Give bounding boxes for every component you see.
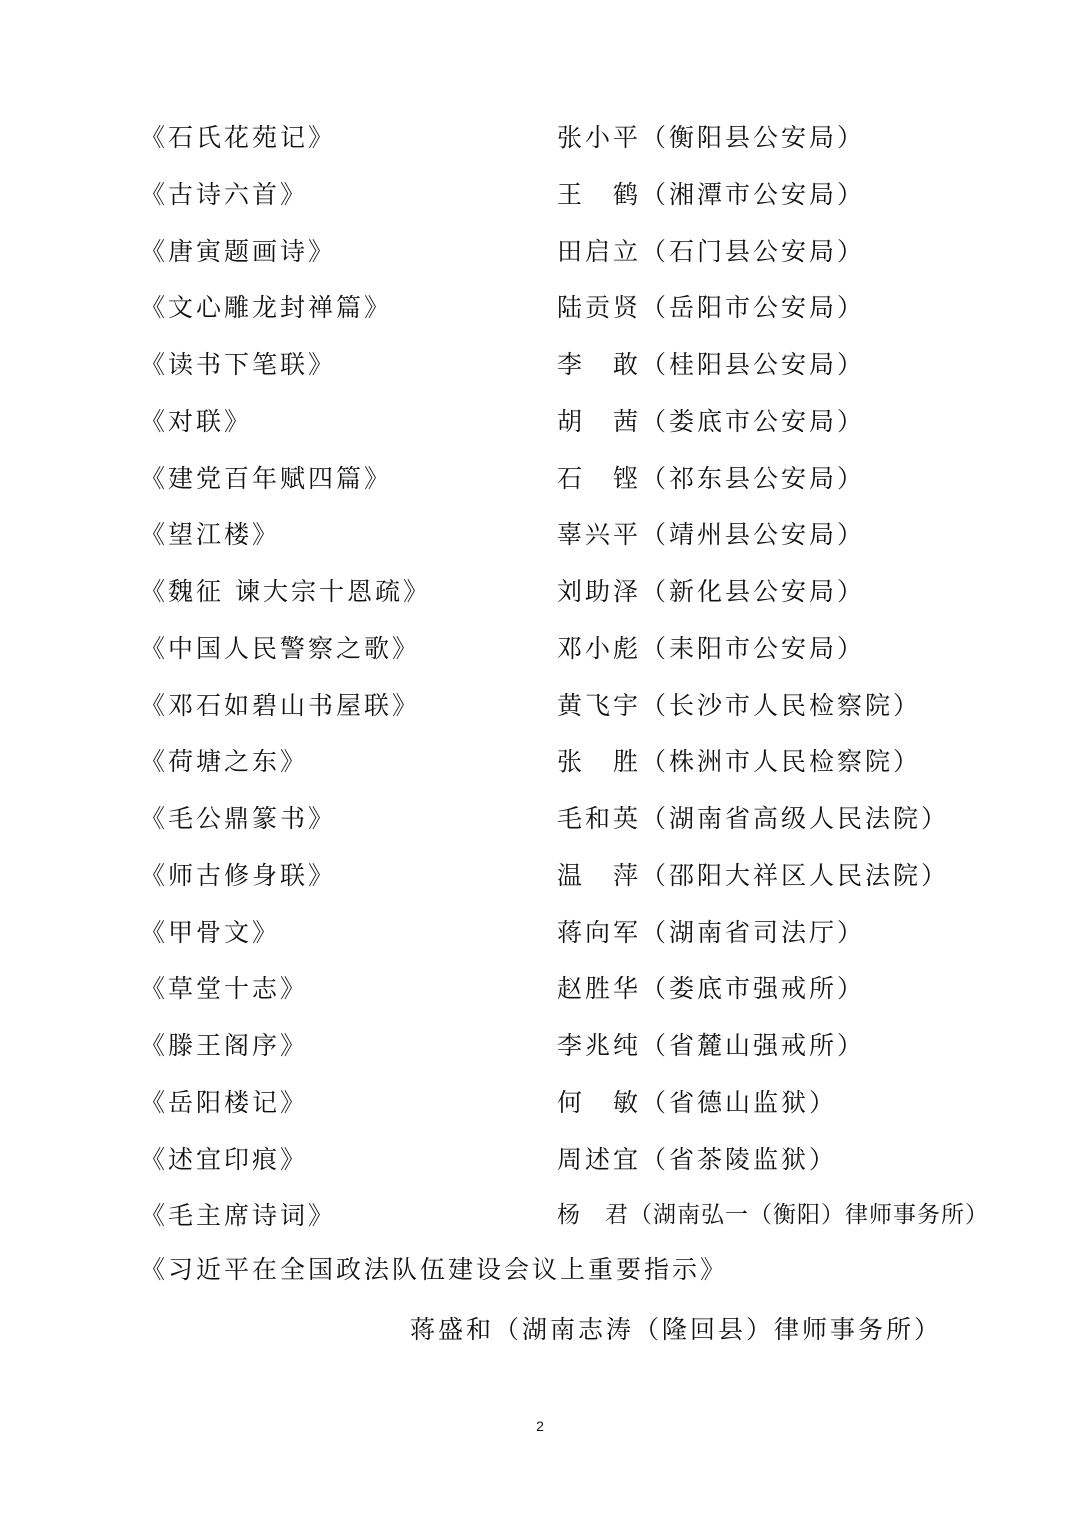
- work-title: 《草堂十志》: [140, 974, 309, 1004]
- list-item: [0, 1188, 1080, 1245]
- final-author-name: 蒋盛和（湖南志涛（隆回县）律师事务所）: [410, 1315, 943, 1344]
- list-item: [0, 621, 1080, 678]
- work-title: 《中国人民警察之歌》: [140, 633, 421, 663]
- list-item: [0, 905, 1080, 962]
- list-item: [0, 110, 1080, 167]
- work-title: 《岳阳楼记》: [140, 1087, 309, 1117]
- author-name: 何 敏（省德山监狱）: [557, 1087, 838, 1117]
- author-name: 赵胜华（娄底市强戒所）: [557, 974, 866, 1004]
- work-title: 《毛主席诗词》: [140, 1201, 337, 1231]
- list-item: [0, 280, 1080, 337]
- final-work-title: 《习近平在全国政法队伍建设会议上重要指示》: [140, 1255, 729, 1284]
- author-name: 蒋向军（湖南省司法厅）: [557, 917, 866, 947]
- work-title: 《文心雕龙封禅篇》: [140, 293, 393, 323]
- author-name: 辜兴平（靖州县公安局）: [557, 520, 866, 550]
- page-number: 2: [536, 1418, 544, 1434]
- author-name: 李 敢（桂阳县公安局）: [557, 350, 866, 379]
- author-name: 黄飞宇（长沙市人民检察院）: [557, 690, 922, 720]
- author-name: 李兆纯（省麓山强戒所）: [557, 1031, 866, 1060]
- list-item: [0, 564, 1080, 621]
- list-item: [0, 167, 1080, 224]
- author-name: 温 萍（邵阳大祥区人民法院）: [557, 860, 950, 890]
- work-title: 《毛公鼎篆书》: [140, 804, 337, 833]
- list-item: [0, 1075, 1080, 1132]
- list-item: [0, 1132, 1080, 1189]
- work-title: 《对联》: [140, 406, 253, 436]
- list-item: [0, 961, 1080, 1018]
- author-name: 张 胜（株洲市人民检察院）: [557, 747, 922, 777]
- list-item: [0, 848, 1080, 905]
- list-item: [0, 734, 1080, 791]
- author-name: 周述宜（省茶陵监狱）: [557, 1144, 838, 1174]
- work-title: 《甲骨文》: [140, 917, 281, 947]
- list-item: [0, 337, 1080, 394]
- author-name: 石 铿（祁东县公安局）: [557, 463, 866, 493]
- author-name: 毛和英（湖南省高级人民法院）: [557, 804, 950, 833]
- author-name: 张小平（衡阳县公安局）: [557, 123, 866, 152]
- work-title: 《石氏花苑记》: [140, 123, 337, 152]
- author-name: 杨 君（湖南弘一（衡阳）律师事务所）: [557, 1202, 989, 1229]
- work-title: 《荷塘之东》: [140, 747, 309, 777]
- entry-list: [0, 110, 1080, 1245]
- work-title: 《述宜印痕》: [140, 1144, 309, 1174]
- author-name: 王 鹤（湘潭市公安局）: [557, 179, 866, 209]
- work-title: 《建党百年赋四篇》: [140, 463, 393, 493]
- work-title: 《邓石如碧山书屋联》: [140, 690, 421, 720]
- list-item: [0, 1018, 1080, 1075]
- work-title: 《唐寅题画诗》: [140, 236, 337, 266]
- author-name: 刘助泽（新化县公安局）: [557, 577, 866, 606]
- list-item: [0, 678, 1080, 735]
- work-title: 《读书下笔联》: [140, 350, 337, 379]
- author-name: 胡 茜（娄底市公安局）: [557, 406, 866, 436]
- author-name: 邓小彪（耒阳市公安局）: [557, 633, 866, 663]
- list-item: [0, 791, 1080, 848]
- author-name: 田启立（石门县公安局）: [557, 236, 866, 266]
- list-item: [0, 507, 1080, 564]
- work-title: 《师古修身联》: [140, 860, 337, 890]
- work-title: 《滕王阁序》: [140, 1031, 309, 1060]
- list-item: [0, 394, 1080, 451]
- author-name: 陆贡贤（岳阳市公安局）: [557, 293, 866, 323]
- work-title: 《魏征 谏大宗十恩疏》: [140, 577, 431, 606]
- work-title: 《古诗六首》: [140, 179, 309, 209]
- work-title: 《望江楼》: [140, 520, 281, 550]
- list-item: [0, 451, 1080, 508]
- list-item: [0, 224, 1080, 281]
